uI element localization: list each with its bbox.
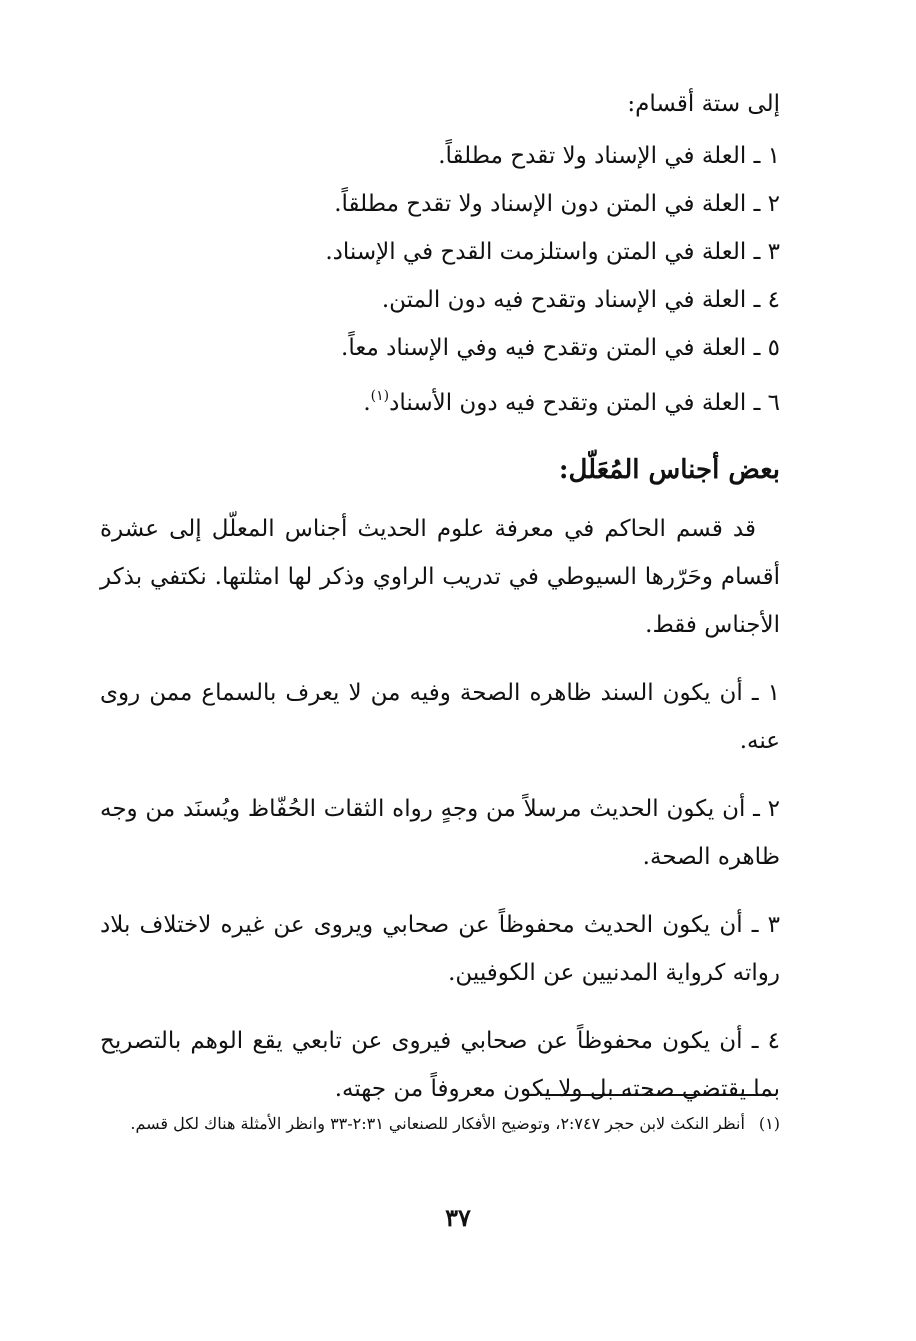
paragraph: ٣ ـ أن يكون الحديث محفوظاً عن صحابي ويروى عن غيره لاختلاف بلاد رواته كرواية المدنيين عن الكوفيين.	[100, 912, 780, 986]
category-item: ١ ـ العلة في الإسناد ولا تقدح مطلقاً.	[438, 143, 780, 169]
intro-line: إلى ستة أقسام:	[627, 91, 780, 117]
footnote-separator	[540, 1094, 776, 1096]
paragraph: ٤ ـ أن يكون محفوظاً عن صحابي فيروى عن تابعي يقع الوهم بالتصريح بما يقتضي صحته بل ولا يكون معروفاً من جهته.	[100, 1028, 780, 1102]
category-text: ٦ ـ العلة في المتن وتقدح فيه دون الأسناد	[389, 390, 780, 416]
section-heading: بعض أجناس المُعَلّل:	[558, 455, 780, 485]
category-item: ٥ ـ العلة في المتن وتقدح فيه وفي الإسناد معاً.	[341, 335, 780, 361]
footnote-reference: (١)	[370, 388, 390, 404]
category-item	[100, 372, 780, 427]
footnote	[100, 1110, 780, 1137]
paragraph: قد قسم الحاكم في معرفة علوم الحديث أجناس المعلّل إلى عشرة أقسام وحَرّرها السيوطي في تدريب الراوي وذكر لها امثلتها. نكتفي بذكر الأجناس فقط.	[100, 516, 780, 638]
footnote-marker: (١)	[758, 1114, 780, 1133]
paragraph: ٢ ـ أن يكون الحديث مرسلاً من وجهٍ رواه الثقات الحُفّاظ ويُسنَد من وجه ظاهره الصحة.	[100, 796, 780, 870]
categories-list	[100, 132, 780, 427]
paragraph: ١ ـ أن يكون السند ظاهره الصحة وفيه من لا يعرف بالسماع ممن روى عنه.	[100, 680, 780, 754]
page-body	[100, 80, 780, 1133]
page-number: ٣٧	[445, 1203, 471, 1232]
category-item: ٢ ـ العلة في المتن دون الإسناد ولا تقدح مطلقاً.	[334, 191, 780, 217]
category-item: ٤ ـ العلة في الإسناد وتقدح فيه دون المتن.	[381, 287, 780, 313]
category-end: .	[363, 390, 371, 416]
footnote-text: أنظر النكث لابن حجر ٢:٧٤٧، وتوضيح الأفكار للصنعاني ٢:٣١-٣٣ وانظر الأمثلة هناك لكل قسم.	[130, 1114, 745, 1133]
category-item: ٣ ـ العلة في المتن واستلزمت القدح في الإسناد.	[325, 239, 780, 265]
